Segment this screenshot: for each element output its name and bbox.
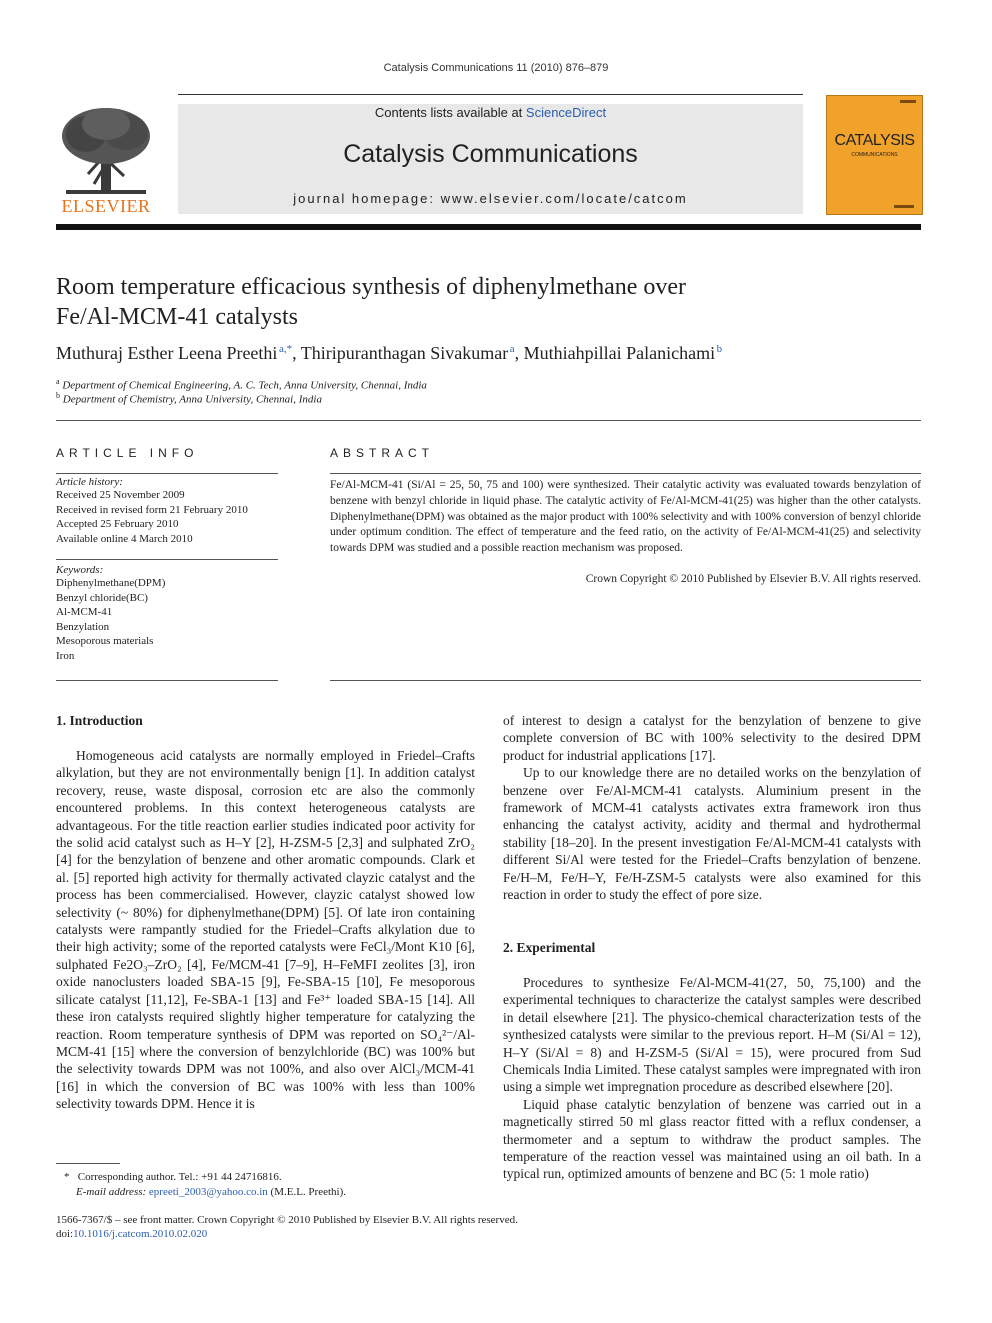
cover-title: CATALYSIS <box>834 132 915 149</box>
body-paragraph: of interest to design a catalyst for the benzylation of benzene to give complete conversion of BC with 100% selectivity to the desired DPM product for industrial applications [17]. <box>503 713 921 763</box>
cover-decoration <box>894 205 914 208</box>
section-heading-introduction: 1. Introduction <box>56 713 143 728</box>
issn-line: 1566-7367/$ – see front matter. Crown Copyright © 2010 Published by Elsevier B.V. All rights reserved. <box>56 1214 518 1226</box>
abstract-heading: ABSTRACT <box>330 446 435 460</box>
affiliation-text: Department of Chemical Engineering, A. C. Tech, Anna University, Chennai, India <box>62 379 427 392</box>
info-rule <box>56 680 278 681</box>
keyword-item: Iron <box>56 649 75 662</box>
affiliation-mark: a <box>56 377 60 386</box>
email-label: E-mail address: <box>76 1186 149 1198</box>
article-info-heading: ARTICLE INFO <box>56 446 199 460</box>
abstract-text: Fe/Al-MCM-41 (Si/Al = 25, 50, 75 and 100) were synthesized. Their catalytic activity was evaluated towards benzylation of benzene with benzyl chloride in liquid phase. The catalytic activity of Fe/Al-MCM-41(25) was higher than the other catalysts. Diphenylmethane(DPM) was obtained as the major product with 100% selectivity and with 100% conversion of benzyl chloride under optimum condition. The effect of temperature and the feed ratio, on the activity of Fe/Al-MCM-41(25) and selectivity towards DPM was studied and a possible reaction mechanism was proposed. <box>330 479 921 555</box>
doi-line <box>56 1228 207 1240</box>
section-rule <box>56 420 921 421</box>
footnote-rule <box>56 1163 120 1164</box>
contents-line <box>178 105 803 120</box>
author-name: Muthuraj Esther Leena Preethi <box>56 343 278 363</box>
header-rule <box>178 94 803 95</box>
email-link[interactable]: epreeti_2003@yahoo.co.in <box>148 1186 268 1198</box>
abstract-rule <box>330 473 921 474</box>
author-affil-link[interactable]: a,* <box>278 343 293 355</box>
body-paragraph: Homogeneous acid catalysts are normally employed in Friedel–Crafts alkylation, but they are not environmentally benign [1]. In addition catalyst recovery, reuse, waste disposal, corrosion etc are also the commonly encountered problems. In this context heterogeneous catalysts are advantageous. For the title reaction earlier studies indicated poor activity for the solid acid catalyst such as H–Y [2], H-ZSM-5 [2,3] and sulphated ZrO₂ [4] for the benzylation of benzene and other aromatic compounds. Clark et al. [5] reported high activity for thermally activated clayzic catalyst and the process has been commercialised. However, clayzic catalyst showed low selectivity (~ 80%) for diphenylmethane(DPM) [5]. Of late iron containing catalysts were rampantly studied for the Friedel–Crafts alkylation due to their high activity; some of the reported catalysts were FeCl₃/Mont K10 [6], sulphated Fe2O₃–ZrO₂ [4], Fe/MCM-41 [7–9], H–FeMFI zeolites [3], iron oxide nanoclusters loaded SBA-15 [9], Fe-SBA-15 [10], Fe mesoporous silicate catalyst [11,12], Fe-SBA-1 [13] and Fe³⁺ loaded SBA-15 [14]. All these iron catalysts required slightly higher temperature for catalyzing the reaction. Room temperature synthesis of DPM was reported on SO₄²⁻/Al-MCM-41 [15] where the conversion of benzylchloride (BC) was 100% but the selectivity towards DPM was not 100%, and also over AlCl₃/MCM-41 [16] in which the conversion of BC was 100% with less than 100% selectivity towards DPM. Hence it is <box>56 748 475 1112</box>
history-label: Article history: <box>56 476 123 488</box>
history-item: Available online 4 March 2010 <box>56 532 193 545</box>
keyword-item: Mesoporous materials <box>56 635 154 647</box>
publisher-name: ELSEVIER <box>61 196 151 216</box>
experimental-column <box>503 974 921 1183</box>
keyword-item: Diphenylmethane(DPM) <box>56 577 166 589</box>
title-line-2: Fe/Al-MCM-41 catalysts <box>56 304 298 330</box>
author-affil-link[interactable]: a <box>509 343 515 355</box>
article-history <box>56 476 278 546</box>
sciencedirect-link[interactable]: ScienceDirect <box>525 105 607 120</box>
journal-citation: Catalysis Communications 11 (2010) 876–879 <box>383 62 609 74</box>
doi-label: doi: <box>56 1228 74 1240</box>
affiliation-text: Department of Chemistry, Anna University, Chennai, India <box>62 393 322 406</box>
body-paragraph: Liquid phase catalytic benzylation of benzene was carried out in a magnetically stirred 50 ml glass reactor fitted with a reflux condenser, a thermometer and a septum to withdraw the product samples. The temperature of the reaction vessel was maintained using an oil bath. In a typical run, optimized amounts of benzene and BC (5: 1 mole ratio) <box>503 1096 921 1182</box>
history-item: Received 25 November 2009 <box>56 489 185 501</box>
section-heading-experimental: 2. Experimental <box>503 940 596 955</box>
affiliation-mark: b <box>56 391 60 400</box>
cover-decoration <box>900 100 916 103</box>
title-line-1: Room temperature efficacious synthesis of diphenylmethane over <box>56 274 687 300</box>
history-item: Accepted 25 February 2010 <box>56 518 179 530</box>
info-rule <box>56 473 278 474</box>
cover-subtitle: COMMUNICATIONS <box>851 152 898 158</box>
journal-name: Catalysis Communications <box>343 140 638 168</box>
email-suffix: (M.E.L. Preethi). <box>267 1186 346 1198</box>
header-thick-rule <box>56 224 921 230</box>
footnote-mark: * <box>64 1171 70 1183</box>
keywords-block <box>56 564 278 663</box>
author-list <box>56 343 916 364</box>
keyword-item: Benzyl chloride(BC) <box>56 591 148 604</box>
doi-link[interactable]: 10.1016/j.catcom.2010.02.020 <box>73 1228 208 1240</box>
intro-column <box>56 747 475 1113</box>
journal-cover <box>826 95 923 215</box>
article-title <box>56 272 916 332</box>
abstract-rule <box>330 680 921 681</box>
body-paragraph: Procedures to synthesize Fe/Al-MCM-41(27, 50, 75,100) and the experimental techniques to characterize the catalyst samples were described in detail elsewhere [21]. The physico-chemical characterization tests of the synthesized catalysts were similar to the previous report. H–M (Si/Al = 12), H–Y (Si/Al = 8) and H-ZSM-5 (Si/Al = 15), were procured from Sud Chemicals India Limited. These catalyst samples were impregnated with iron using a simple wet impregnation procedure as described elsewhere [20]. <box>503 975 921 1095</box>
abstract-copyright: Crown Copyright © 2010 Published by Elsevier B.V. All rights reserved. <box>585 573 921 585</box>
author-separator: , <box>292 343 301 363</box>
footnote-email <box>64 1185 484 1200</box>
author-affil-link[interactable]: b <box>716 343 723 355</box>
keyword-item: Benzylation <box>56 620 110 633</box>
footnote <box>64 1170 484 1200</box>
author-separator: , <box>514 343 524 363</box>
keywords-label: Keywords: <box>56 564 104 576</box>
journal-homepage[interactable]: journal homepage: www.elsevier.com/locate/catcom <box>293 191 688 206</box>
affiliation-b <box>56 391 322 406</box>
author-name: Muthiahpillai Palanichami <box>523 343 716 363</box>
right-column-top <box>503 712 921 903</box>
footnote-corresponding <box>64 1170 484 1185</box>
history-item: Received in revised form 21 February 2010 <box>56 503 248 516</box>
affiliation-a <box>56 377 427 392</box>
info-rule <box>56 559 278 560</box>
corresponding-author: Corresponding author. Tel.: +91 44 24716816. <box>77 1171 282 1183</box>
author-name: Thiripuranthagan Sivakumar <box>300 343 509 363</box>
body-paragraph: Up to our knowledge there are no detailed works on the benzylation of benzene over Fe/Al-MCM-41 catalysts. Aluminium present in the framework of MCM-41 catalysts activates extra framework iron thus enhancing the catalyst activity, acidity and thermal and hydrothermal stability [18–20]. In the present investigation Fe/Al-MCM-41 catalysts with different Si/Al were tested for the Friedel–Crafts benzylation of benzene. Fe/H–M, Fe/H–Y, Fe/H-ZSM-5 catalysts were also examined for this reaction in order to study the effect of pore size. <box>503 765 921 903</box>
keyword-item: Al-MCM-41 <box>56 606 113 618</box>
contents-prefix: Contents lists available at <box>374 105 526 120</box>
